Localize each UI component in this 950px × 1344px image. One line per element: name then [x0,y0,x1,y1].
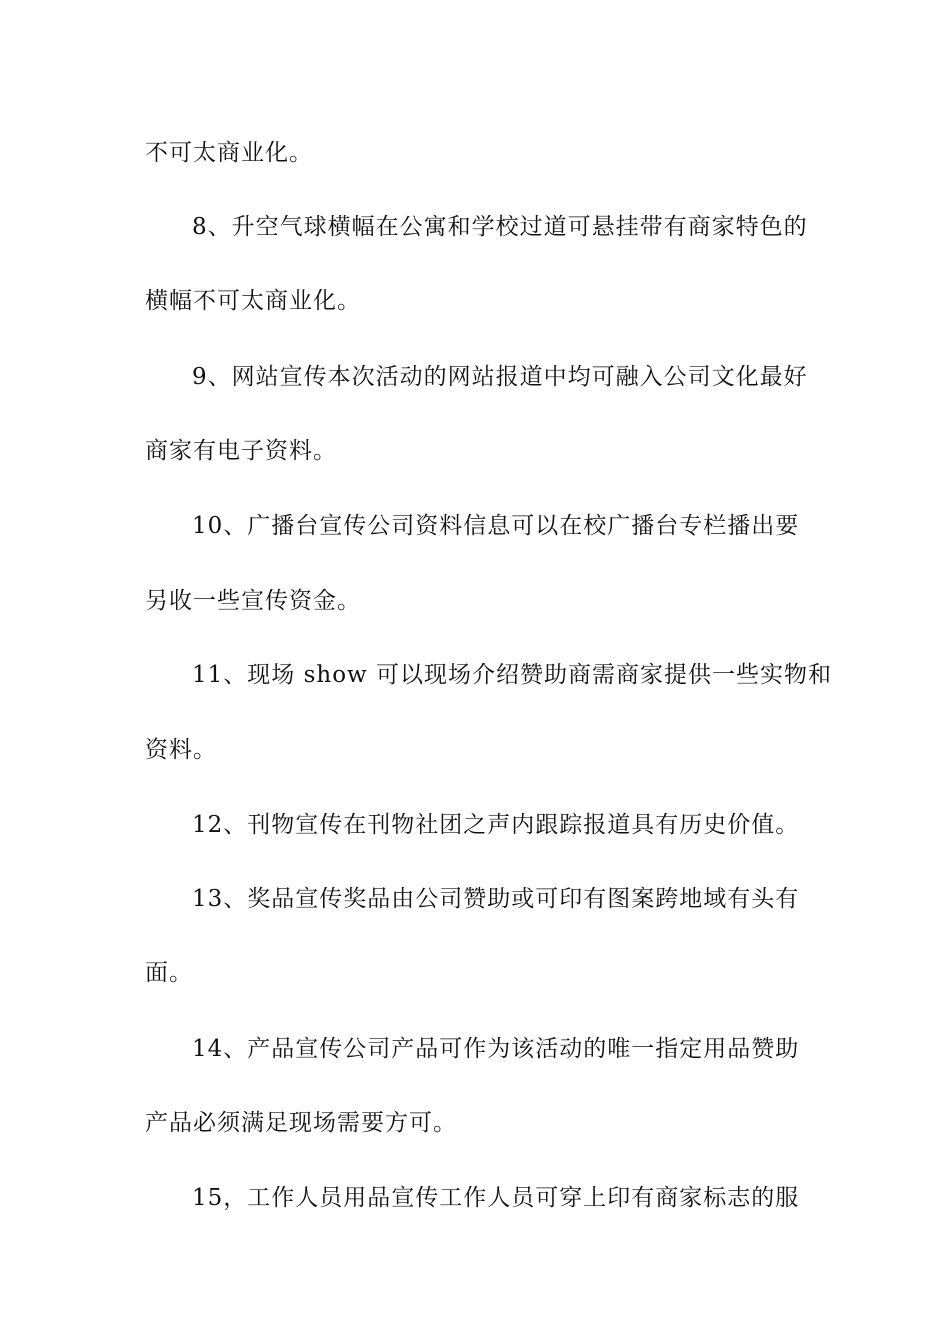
item-15-line-1: 15，工作人员用品宣传工作人员可穿上印有商家标志的服 [192,1185,800,1211]
item-8-line-1: 8、升空气球横幅在公寓和学校过道可悬挂带有商家特色的 [192,214,808,240]
text-line-1: 不可太商业化。 [145,140,313,166]
item-8-line-2: 横幅不可太商业化。 [145,288,361,314]
item-13-line-1: 13、奖品宣传奖品由公司赞助或可印有图案跨地域有头有 [192,886,800,912]
item-11-line-2: 资料。 [145,737,217,763]
item-10-line-2: 另收一些宣传资金。 [145,588,361,614]
item-13-line-2: 面。 [145,960,193,986]
item-14-line-1: 14、产品宣传公司产品可作为该活动的唯一指定用品赞助 [192,1036,800,1062]
item-14-line-2: 产品必须满足现场需要方可。 [145,1110,457,1136]
item-9-line-1: 9、网站宣传本次活动的网站报道中均可融入公司文化最好 [192,364,808,390]
item-11-line-1: 11、现场 show 可以现场介绍赞助商需商家提供一些实物和 [192,662,833,688]
item-12-line-1: 12、刊物宣传在刊物社团之声内跟踪报道具有历史价值。 [192,812,800,838]
item-9-line-2: 商家有电子资料。 [145,438,337,464]
item-10-line-1: 10、广播台宣传公司资料信息可以在校广播台专栏播出要 [192,513,800,539]
